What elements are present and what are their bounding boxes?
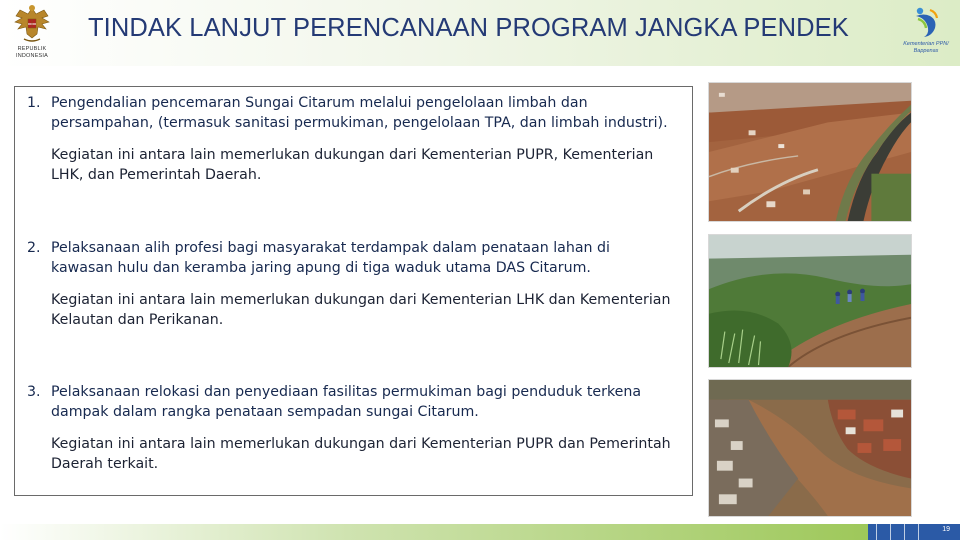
item-note: Kegiatan ini antara lain memerlukan dukungan dari Kementerian PUPR dan Pemerintah Daerah terkait. xyxy=(51,436,671,472)
item-number: 3. xyxy=(27,384,41,400)
item-number: 1. xyxy=(27,95,41,111)
item-heading-text: Pengendalian pencemaran Sungai Citarum melalui pengelolaan limbah dan persampahan, (termasuk sanitasi permukiman, pengelolaan TPA, dan limbah industri). xyxy=(51,95,668,131)
hillside-farmers-photo xyxy=(708,234,912,368)
item-heading xyxy=(27,238,675,278)
list-item xyxy=(27,382,687,474)
footer-bar xyxy=(0,524,868,540)
garuda-emblem-icon xyxy=(10,2,54,46)
footer-divider xyxy=(890,524,891,540)
item-note: Kegiatan ini antara lain memerlukan dukungan dari Kementerian PUPR, Kementerian LHK, dan Pemerintah Daerah. xyxy=(51,147,654,183)
riverside-housing-photo xyxy=(708,379,912,517)
footer-page-block xyxy=(868,524,960,540)
slide-header xyxy=(0,0,960,66)
page-title: TINDAK LANJUT PERENCANAAN PROGRAM JANGKA PENDEK xyxy=(88,14,849,42)
list-item xyxy=(27,238,687,330)
list-item xyxy=(27,93,687,185)
content-box xyxy=(14,86,693,496)
river-city-aerial-photo xyxy=(708,82,912,222)
item-heading xyxy=(27,93,675,133)
bappenas-caption: Kementerian PPN/ Bappenas xyxy=(903,41,949,54)
bappenas-logo-icon xyxy=(912,6,940,38)
item-note: Kegiatan ini antara lain memerlukan dukungan dari Kementerian LHK dan Kementerian Kelautan dan Perikanan. xyxy=(51,292,671,328)
garuda-caption: REPUBLIK INDONESIA xyxy=(15,46,49,59)
item-heading-text: Pelaksanaan alih profesi bagi masyarakat terdampak dalam penataan lahan di kawasan hulu dan keramba jaring apung di tiga waduk utama DAS Citarum. xyxy=(51,240,610,276)
footer-divider xyxy=(918,524,919,540)
page-number: 19 xyxy=(942,526,950,533)
item-number: 2. xyxy=(27,240,41,256)
item-heading xyxy=(27,382,675,422)
footer-divider xyxy=(876,524,877,540)
item-heading-text: Pelaksanaan relokasi dan penyediaan fasilitas permukiman bagi penduduk terkena dampak dalam rangka penataan sempadan sungai Citarum. xyxy=(51,384,642,420)
footer-divider xyxy=(904,524,905,540)
